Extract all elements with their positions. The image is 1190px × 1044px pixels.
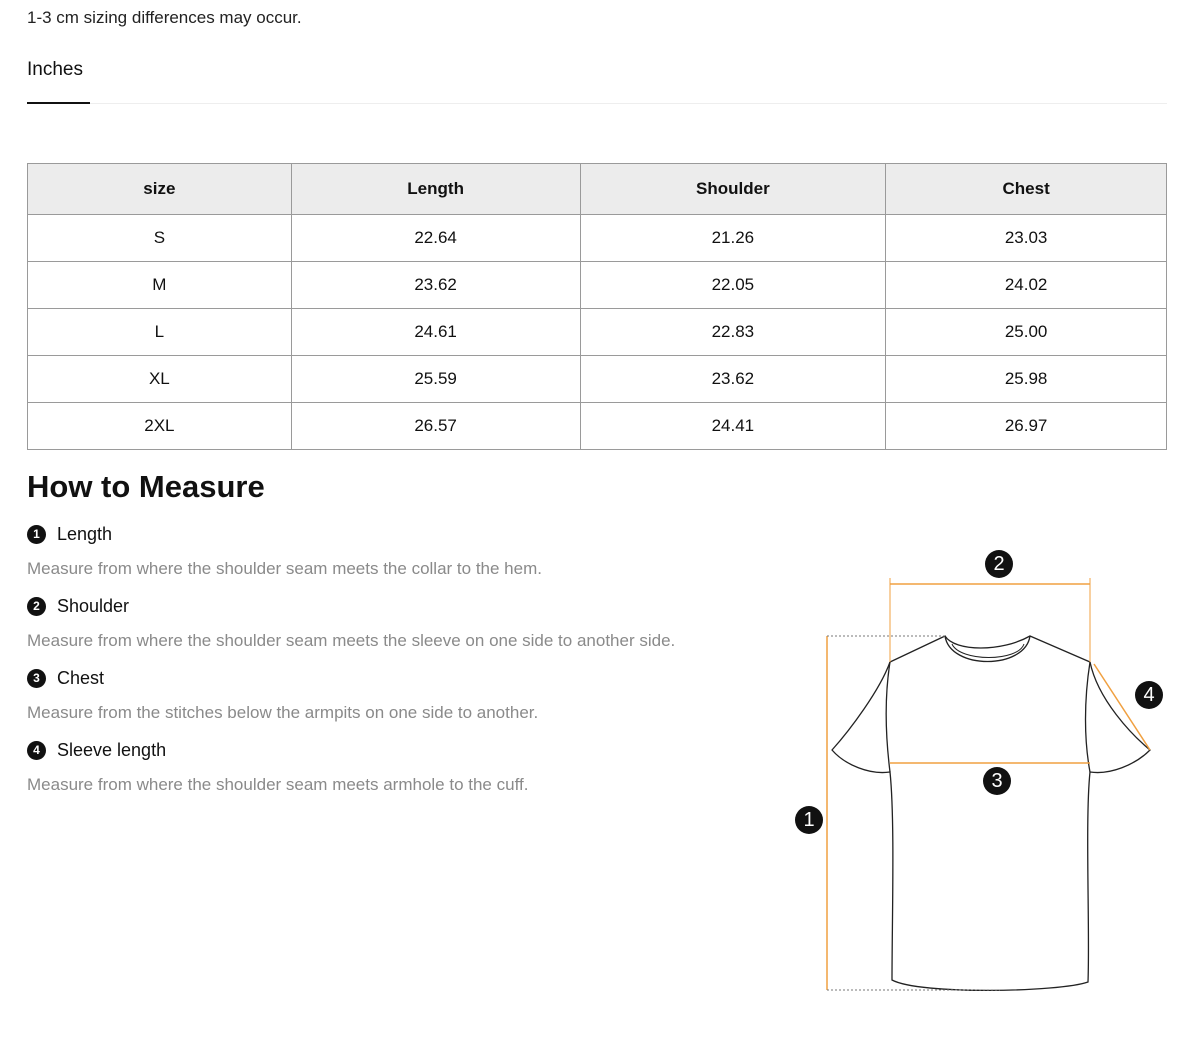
table-row [28, 309, 1167, 356]
cell-shoulder: 22.83 [580, 309, 886, 356]
cell-chest: 25.98 [886, 356, 1167, 403]
table-row [28, 262, 1167, 309]
step-number-icon: 2 [27, 597, 46, 616]
tshirt-outline-icon [780, 540, 1180, 1010]
cell-size: S [28, 215, 292, 262]
cell-size: M [28, 262, 292, 309]
cell-chest: 26.97 [886, 403, 1167, 450]
step-length-heading [27, 522, 787, 546]
measurement-diagram [780, 540, 1180, 1010]
step-description: Measure from where the shoulder seam meets the sleeve on one side to another side. [27, 631, 676, 650]
step-shoulder-heading [27, 594, 787, 618]
cell-size: L [28, 309, 292, 356]
cell-length: 26.57 [291, 403, 580, 450]
step-sleeve-heading [27, 738, 787, 762]
header-size: size [28, 164, 292, 215]
cell-size: 2XL [28, 403, 292, 450]
header-chest: Chest [886, 164, 1167, 215]
step-title: Shoulder [57, 595, 130, 616]
step-title: Chest [57, 667, 105, 688]
unit-tabs [27, 58, 1167, 104]
table-row [28, 215, 1167, 262]
header-length: Length [291, 164, 580, 215]
step-number-icon: 1 [27, 525, 46, 544]
cell-chest: 23.03 [886, 215, 1167, 262]
step-chest-heading [27, 666, 787, 690]
header-shoulder: Shoulder [580, 164, 886, 215]
cell-length: 25.59 [291, 356, 580, 403]
cell-length: 24.61 [291, 309, 580, 356]
step-title: Length [57, 523, 113, 544]
step-description: Measure from where the shoulder seam meets armhole to the cuff. [27, 775, 529, 794]
step-description: Measure from the stitches below the armpits on one side to another. [27, 703, 539, 722]
cell-size: XL [28, 356, 292, 403]
step-number-icon: 3 [27, 669, 46, 688]
measure-steps [27, 522, 787, 810]
cell-chest: 25.00 [886, 309, 1167, 356]
cell-shoulder: 22.05 [580, 262, 886, 309]
marker-shoulder: 2 [985, 550, 1013, 578]
cell-shoulder: 21.26 [580, 215, 886, 262]
sizing-note: 1-3 cm sizing differences may occur. [27, 8, 302, 27]
cell-shoulder: 23.62 [580, 356, 886, 403]
marker-sleeve: 4 [1135, 681, 1163, 709]
cell-length: 23.62 [291, 262, 580, 309]
marker-length: 1 [795, 806, 823, 834]
size-table [27, 163, 1167, 450]
step-description: Measure from where the shoulder seam meets the collar to the hem. [27, 559, 542, 578]
how-to-measure-title: How to Measure [27, 469, 265, 504]
table-header-row [28, 164, 1167, 215]
step-title: Sleeve length [57, 739, 167, 760]
marker-chest: 3 [983, 767, 1011, 795]
table-row [28, 403, 1167, 450]
cell-chest: 24.02 [886, 262, 1167, 309]
table-row [28, 356, 1167, 403]
tab-inches[interactable]: Inches [27, 58, 90, 104]
step-number-icon: 4 [27, 741, 46, 760]
cell-length: 22.64 [291, 215, 580, 262]
cell-shoulder: 24.41 [580, 403, 886, 450]
